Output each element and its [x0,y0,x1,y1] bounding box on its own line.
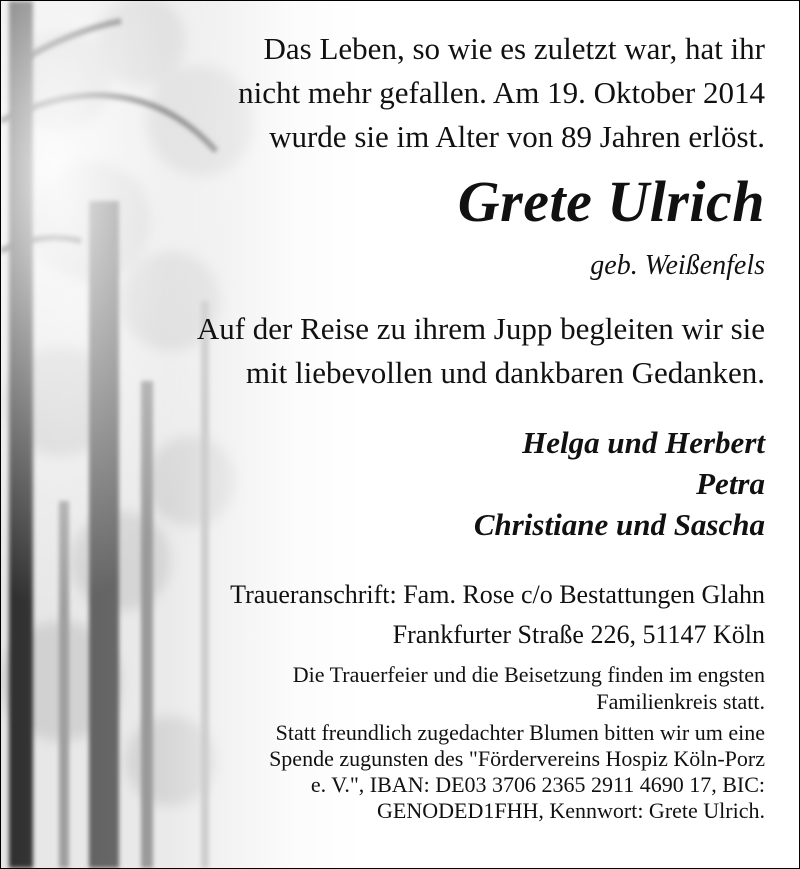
birth-name: geb. Weißenfels [590,250,765,281]
donation-line: GENODED1FHH, Kennwort: Grete Ulrich. [377,798,765,823]
donation-line: e. V.", IBAN: DE03 3706 2365 2911 4690 17, BIC: [310,772,765,797]
mourner-name: Helga und Herbert [522,425,765,460]
info-line: Die Trauerfeier und die Beisetzung finden im engsten [292,662,765,687]
info-line: Familienkreis statt. [596,689,765,714]
donation-line: Spende zugunsten des "Fördervereins Hospiz Köln-Porz [269,746,765,771]
intro-line: wurde sie im Alter von 89 Jahren erlöst. [269,119,765,154]
donation-line: Statt freundlich zugedachter Blumen bitten wir um eine [275,720,765,745]
donation-info [269,720,765,824]
mourners-list [474,422,765,545]
verse-text [197,307,765,395]
address-line: Frankfurter Straße 226, 51147 Köln [392,620,765,649]
deceased-name: Grete Ulrich [457,169,765,234]
verse-line: mit liebevollen und dankbaren Gedanken. [245,355,765,390]
address-line: Traueranschrift: Fam. Rose c/o Bestattungen Glahn [230,580,765,609]
mourner-name: Petra [696,466,765,501]
mourner-name: Christiane und Sascha [473,507,765,542]
mourning-address [230,575,765,655]
verse-line: Auf der Reise zu ihrem Jupp begleiten wir sie [196,311,765,346]
funeral-info [293,661,765,715]
intro-text [238,27,765,159]
intro-line: Das Leben, so wie es zuletzt war, hat ihr [263,31,765,66]
intro-line: nicht mehr gefallen. Am 19. Oktober 2014 [238,75,765,110]
